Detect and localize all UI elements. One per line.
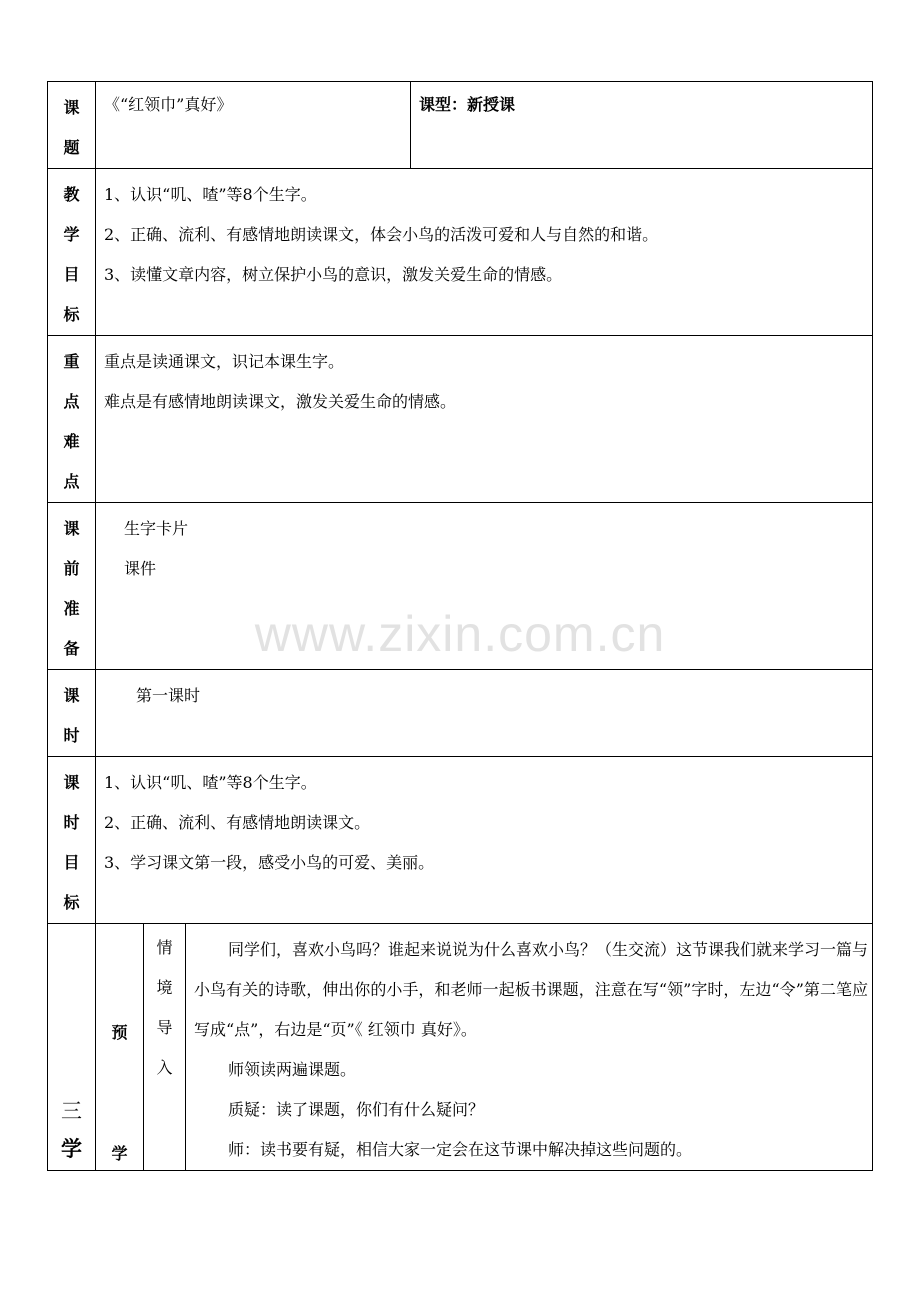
key-points-label: 重 点 难 点	[48, 336, 96, 503]
process-paragraph: 师：读书要有疑，相信大家一定会在这节课中解决掉这些问题的。	[228, 1140, 693, 1159]
period-goals-content	[96, 757, 873, 924]
period-label: 课 时	[48, 670, 96, 757]
key-point-item: 难点是有感情地朗读课文，激发关爱生命的情感。	[104, 392, 457, 411]
teaching-goals-label: 教 学 目 标	[48, 169, 96, 336]
process-content	[186, 924, 873, 1171]
prep-item: 课件	[124, 559, 157, 578]
teaching-goals-content	[96, 169, 873, 336]
key-points-row	[48, 336, 873, 503]
goal-item: 1、认识“叽、喳”等8个生字。	[104, 185, 317, 204]
key-points-content	[96, 336, 873, 503]
process-paragraph: 质疑：读了课题，你们有什么疑问？	[228, 1100, 485, 1119]
period-value: 第一课时	[96, 670, 873, 757]
preparation-label: 课 前 准 备	[48, 503, 96, 670]
lesson-title: 《“红领巾”真好》	[96, 82, 411, 169]
title-row	[48, 82, 873, 169]
prep-item: 生字卡片	[124, 519, 189, 538]
goal-item: 2、正确、流利、有感情地朗读课文，体会小鸟的活泼可爱和人与自然的和谐。	[104, 225, 659, 244]
period-goal-item: 2、正确、流利、有感情地朗读课文。	[104, 813, 371, 832]
period-row	[48, 670, 873, 757]
key-point-item: 重点是读通课文，识记本课生字。	[104, 352, 345, 371]
process-paragraph: 同学们，喜欢小鸟吗？谁起来说说为什么喜欢小鸟？（生交流）这节课我们就来学习一篇与小鸟有关的诗歌，伸出你的小手，和老师一起板书课题，注意在写“领”字时，左边“令”第二笔应写成“点”，右边是“页”《 红领巾 真好》。	[194, 940, 869, 1039]
period-goal-item: 3、学习课文第一段，感受小鸟的可爱、美丽。	[104, 853, 435, 872]
watermark: www.zixin.com.cn	[254, 606, 666, 662]
process-stage-label: 三 学	[48, 924, 96, 1171]
process-step-label: 情 境 导 入	[144, 924, 186, 1171]
lesson-type: 课型：新授课	[411, 82, 873, 169]
process-row	[48, 924, 873, 1171]
process-substage-label: 预 学	[96, 924, 144, 1171]
preparation-row	[48, 503, 873, 670]
teaching-goals-row	[48, 169, 873, 336]
period-goal-item: 1、认识“叽、喳”等8个生字。	[104, 773, 317, 792]
goal-item: 3、读懂文章内容，树立保护小鸟的意识，激发关爱生命的情感。	[104, 265, 563, 284]
process-paragraph: 师领读两遍课题。	[228, 1060, 357, 1079]
lesson-plan-table	[47, 81, 873, 1171]
period-goals-label: 课 时 目 标	[48, 757, 96, 924]
preparation-content	[96, 503, 873, 670]
period-goals-row	[48, 757, 873, 924]
title-label: 课 题	[48, 82, 96, 169]
